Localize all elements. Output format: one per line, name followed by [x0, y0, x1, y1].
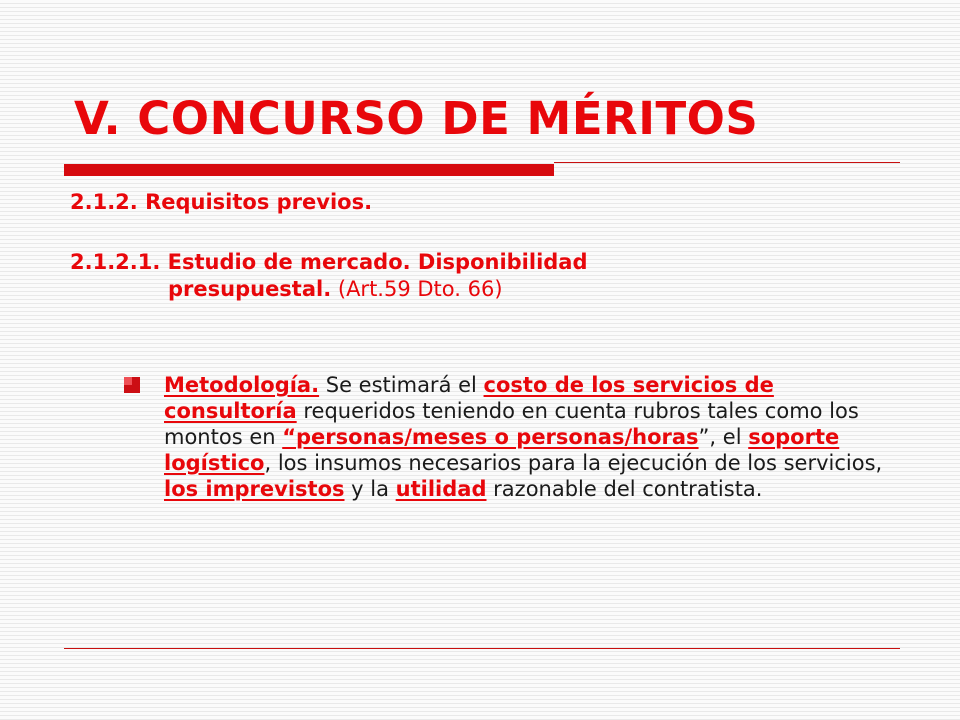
- text-segment: ”, el: [698, 425, 749, 449]
- text-segment: y la: [344, 477, 396, 501]
- slide-title: V. CONCURSO DE MÉRITOS: [74, 92, 759, 145]
- bullet-item: [124, 372, 904, 502]
- keyword-personas-meses: “personas/meses o personas/horas: [282, 425, 699, 449]
- keyword-soporte-logistico: soporte logístico: [164, 425, 840, 475]
- text-segment: Se estimará el: [319, 373, 484, 397]
- title-rule-line: [554, 162, 900, 163]
- keyword-utilidad: utilidad: [395, 477, 487, 501]
- keyword-metodologia: Metodología.: [164, 373, 320, 397]
- square-bullet-icon: [124, 377, 140, 393]
- subheading-requisitos: 2.1.2. Requisitos previos.: [70, 190, 373, 214]
- text-segment: , los insumos necesarios para la ejecución de los servicios,: [264, 451, 883, 475]
- title-underline-bar: [64, 164, 554, 176]
- text-segment: requeridos teniendo en cuenta rubros tales como los montos en: [164, 399, 859, 449]
- subheading-line2: [70, 276, 830, 303]
- bottom-rule-line: [64, 648, 900, 649]
- bullet-text: [124, 372, 896, 502]
- subheading-estudio-mercado: [70, 249, 830, 303]
- text-segment: razonable del contratista.: [486, 477, 763, 501]
- keyword-costo-servicios: costo de los servicios de consultoría: [164, 373, 774, 423]
- subheading-line1: 2.1.2.1. Estudio de mercado. Disponibilidad: [70, 250, 588, 274]
- keyword-imprevistos: los imprevistos: [164, 477, 345, 501]
- subheading-article-ref: (Art.59 Dto. 66): [331, 277, 503, 301]
- subheading-presupuestal: presupuestal.: [168, 277, 332, 301]
